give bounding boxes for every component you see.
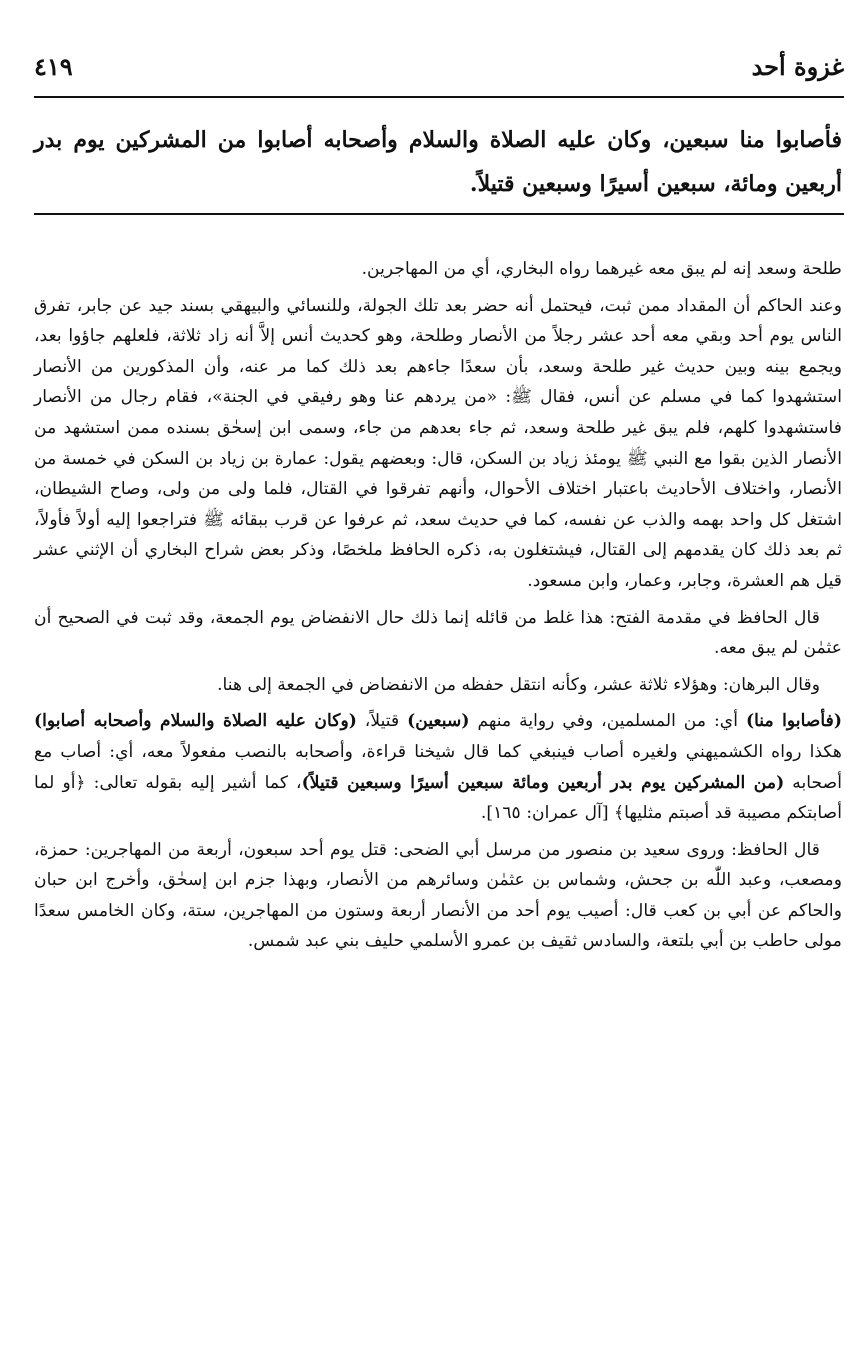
text-commentary-divider xyxy=(34,213,844,215)
commentary-paragraph: وقال البرهان: وهؤلاء ثلاثة عشر، وكأنه انتقل حفظه من الانفضاض في الجمعة إلى هنا. xyxy=(217,674,820,695)
quoted-phrase: (سبعين) xyxy=(407,711,470,732)
quoted-phrase: (وكان عليه الصلاة والسلام وأصحابه أصابوا) xyxy=(34,711,357,732)
commentary-paragraph: وعند الحاكم أن المقداد ممن ثبت، فيحتمل أنه حضر بعد تلك الجولة، وللنسائي والبيهقي بسند جيد عن جابر، تفرق الناس يوم أحد وبقي معه أحد عشر رجلاً من الأنصار وطلحة، وهو كحديث أنس إلاَّ أنه زاد ثلاثة، فلعلهم جاؤوا بعد، ويجمع بينه وبين حديث غير طلحة وسعد، بأن سعدًا جاءهم بعد ذلك كما مر عنه، وأن المذكورين من الأنصار استشهدوا كما في مسلم عن أنس، فقال ﷺ: «من يردهم عنا وهو رفيقي في الجنة»، فقام رجال من الأنصار فاستشهدوا كلهم، فلم يبق غير طلحة وسعد، ثم جاء بعدهم من جاء، وسمى ابن إسحٰق بسنده ممن استشهد من الأنصار الذين بقوا مع النبي ﷺ يومئذ زياد بن السكن، قال: وبعضهم يقول: عمارة بن زياد بن السكن في خمسة من الأنصار، واختلاف الأحاديث باعتبار اختلاف الأحوال، وأنهم تفرقوا في القتال، فلما ولى من ولى، وصاح الشيطان، اشتغل كل واحد بهمه والذب عن نفسه، كما في حديث سعد، ثم عرفوا عن قرب ببقائه ﷺ فتراجعوا إليه أولاً فأولاً، ثم بعد ذلك كان يقدمهم إلى القتال، فيشتغلون به، ذكره الحافظ ملخصًا، وذكر بعض شراح البخاري أن الإثني عشر قيل هم العشرة، وجابر، وعمار، وابن مسعود. xyxy=(34,295,842,591)
header-divider xyxy=(34,96,844,98)
quoted-phrase: (من المشركين يوم بدر أربعين ومائة سبعين أسيرًا وسبعين قتيلاً) xyxy=(301,772,785,793)
page-number: ٤١٩ xyxy=(34,52,73,81)
chapter-title: غزوة أحد xyxy=(751,52,844,81)
quoted-phrase: (فأصابوا منا) xyxy=(745,711,842,732)
commentary-text: ، كما أشير إليه بقوله تعالى: ﴿أو لما أصابتكم مصيبة قد أصبتم مثليها﴾ [آل عمران: ١٦٥]. xyxy=(34,772,842,824)
commentary-text: هكذا رواه الكشميهني ولغيره أصاب فينبغي كما قال شيخنا قراءة، وأصحابه بالنصب مفعولاً معه، أي: أصاب مع أصحابه xyxy=(34,741,842,793)
main-text: فأصابوا منا سبعين، وكان عليه الصلاة والسلام وأصحابه أصابوا من المشركين يوم بدر أربعين ومائة، سبعين أسيرًا وسبعين قتيلاً. xyxy=(34,127,842,197)
commentary-text: قتيلاً، xyxy=(356,711,408,732)
commentary-text: أي: من المسلمين، وفي رواية منهم xyxy=(469,711,746,732)
commentary xyxy=(34,254,842,963)
commentary-paragraph: قال الحافظ في مقدمة الفتح: هذا غلط من قائله إنما ذلك حال الانفضاض يوم الجمعة، وقد ثبت في الصحيح أن عثمٰن لم يبق معه. xyxy=(34,607,842,659)
page-header xyxy=(34,52,844,88)
commentary-paragraph: قال الحافظ: وروى سعيد بن منصور من مرسل أبي الضحى: قتل يوم أحد سبعون، أربعة من المهاجرين: حمزة، ومصعب، وعبد اللّٰه بن جحش، وشماس بن عثمٰن وسائرهم من الأنصار، وبهذا جزم ابن إسحٰق، وأخرج ابن حبان والحاكم عن أبي بن كعب قال: أصيب يوم أحد من الأنصار أربعة وستون من المهاجرين، ستة، وكان الخامس سعدًا مولى حاطب بن أبي بلتعة، والسادس ثقيف بن عمرو الأسلمي حليف بني عبد شمس. xyxy=(34,839,842,952)
commentary-paragraph xyxy=(34,706,842,828)
commentary-paragraph: طلحة وسعد إنه لم يبق معه غيرهما رواه البخاري، أي من المهاجرين. xyxy=(361,259,842,279)
